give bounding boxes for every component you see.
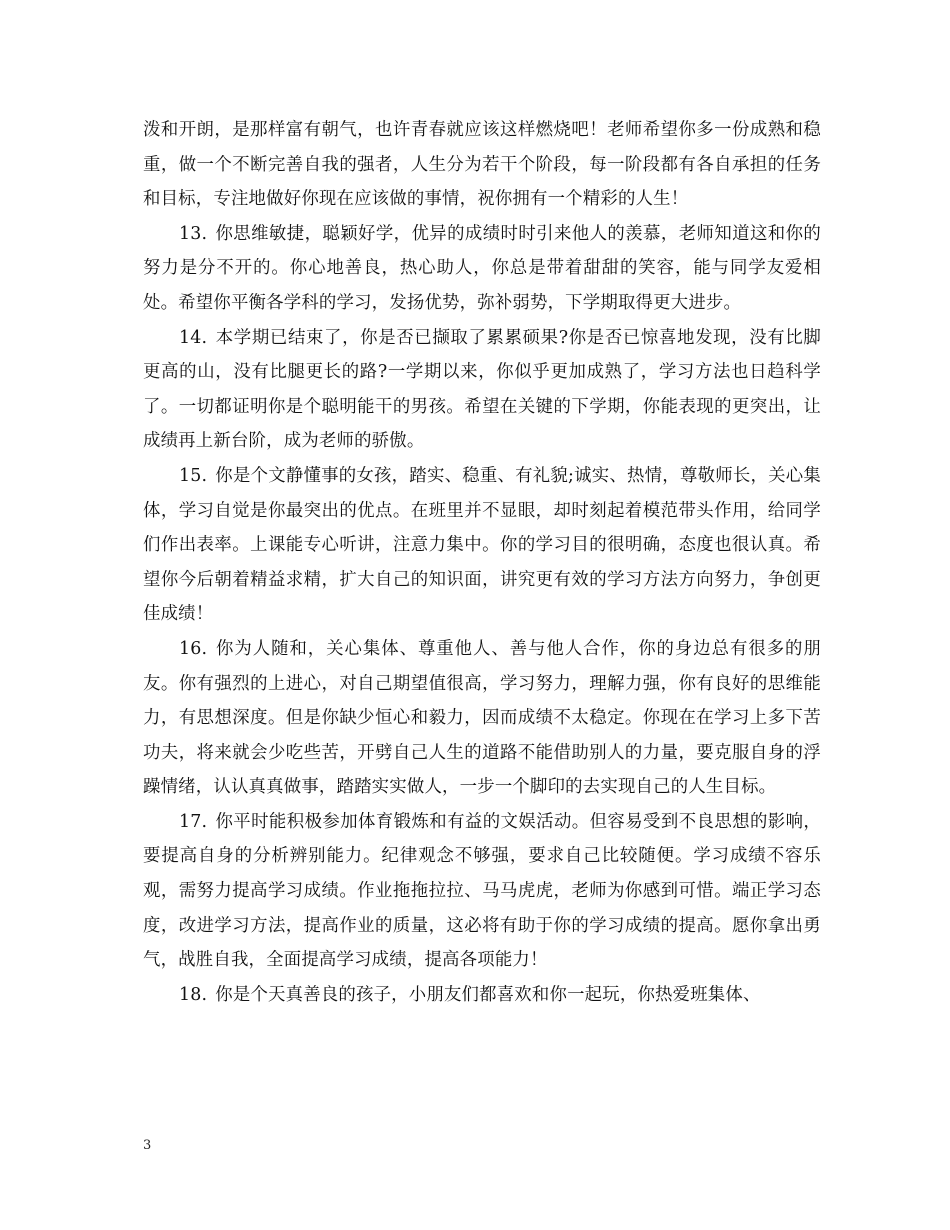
paragraph-item-15 [143,459,821,632]
paragraph-number: 16. [179,638,208,659]
page-number: 3 [143,1138,152,1153]
paragraph-number: 15. [179,465,208,486]
paragraph-text: 你平时能积极参加体育锻炼和有益的文娱活动。但容易受到不良思想的影响，要提高自身的分析辨别能力。纪律观念不够强，要求自己比较随便。学习成绩不容乐观，需努力提高学习成绩。作业拖拖拉拉、马马虎虎，老师为你感到可惜。端正学习态度，改进学习方法，提高作业的质量，这必将有助于你的学习成绩的提高。愿你拿出勇气，战胜自我，全面提高学习成绩，提高各项能力！ [143,811,821,971]
paragraph-number: 18. [179,984,208,1005]
paragraph-continued [143,113,821,217]
paragraph-text: 你思维敏捷，聪颖好学，优异的成绩时时引来他人的羡慕，老师知道这和你的努力是分不开的。你心地善良，热心助人，你总是带着甜甜的笑容，能与同学友爱相处。希望你平衡各学科的学习，发扬优势，弥补弱势，下学期取得更大进步。 [143,223,821,313]
paragraph-number: 14. [179,327,208,348]
paragraph-text: 你是个文静懂事的女孩，踏实、稳重、有礼貌;诚实、热情，尊敬师长，关心集体，学习自觉是你最突出的优点。在班里并不显眼，却时刻起着模范带头作用，给同学们作出表率。上课能专心听讲，注意力集中。你的学习目的很明确，态度也很认真。希望你今后朝着精益求精，扩大自己的知识面，讲究更有效的学习方法方向努力，争创更佳成绩！ [143,465,821,625]
paragraph-text: 本学期已结束了，你是否已撷取了累累硕果?你是否已惊喜地发现，没有比脚更高的山，没有比腿更长的路?一学期以来，你似乎更加成熟了，学习方法也日趋科学了。一切都证明你是个聪明能干的男孩。希望在关键的下学期，你能表现的更突出，让成绩再上新台阶，成为老师的骄傲。 [143,327,821,452]
paragraph-item-14 [143,321,821,459]
paragraph-text: 你是个天真善良的孩子，小朋友们都喜欢和你一起玩，你热爱班集体、 [215,984,761,1005]
paragraph-item-18 [143,978,821,1013]
paragraph-text: 泼和开朗，是那样富有朝气，也许青春就应该这样燃烧吧！老师希望你多一份成熟和稳重，做一个不断完善自我的强者，人生分为若干个阶段，每一阶段都有各自承担的任务和目标，专注地做好你现在应该做的事情，祝你拥有一个精彩的人生！ [143,120,821,210]
paragraph-item-16 [143,632,821,805]
paragraph-number: 17. [179,811,208,832]
paragraph-number: 13. [179,223,208,244]
paragraph-item-17 [143,805,821,978]
paragraph-item-13 [143,217,821,321]
document-body [143,113,821,1012]
paragraph-text: 你为人随和，关心集体、尊重他人、善与他人合作，你的身边总有很多的朋友。你有强烈的上进心，对自己期望值很高，学习努力，理解力强，你有良好的思维能力，有思想深度。但是你缺少恒心和毅力，因而成绩不太稳定。你现在在学习上多下苦功夫，将来就会少吃些苦，开劈自己人生的道路不能借助别人的力量，要克服自身的浮躁情绪，认认真真做事，踏踏实实做人，一步一个脚印的去实现自己的人生目标。 [143,638,821,798]
